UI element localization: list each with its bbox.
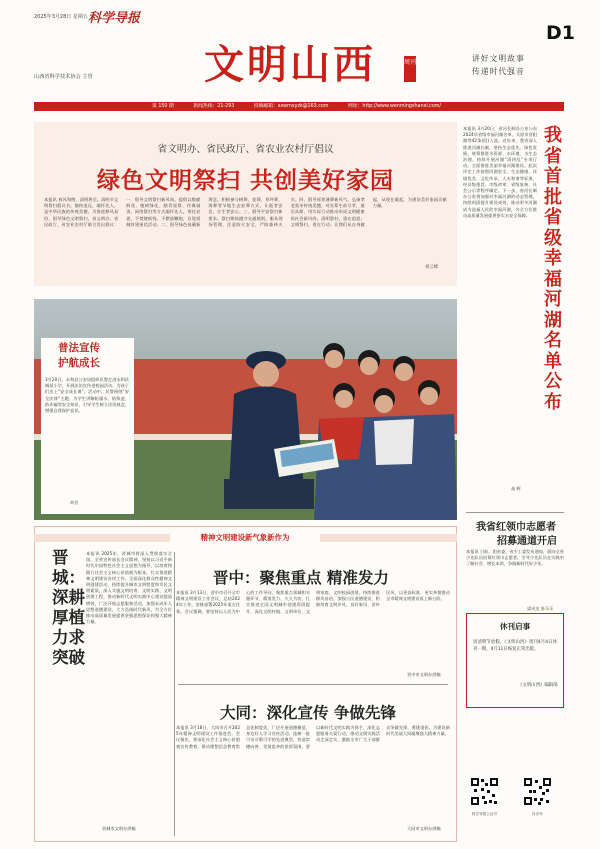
submission-email: 投稿邮箱：sxwmxyzk@163.com [253, 104, 329, 109]
lead-headline: 绿色文明祭扫 共创美好家园 [96, 167, 394, 194]
qr-caption-2: 抖音号 [532, 812, 543, 816]
photo-headline-1: 普法宣传 [58, 342, 100, 354]
notice-title: 休刊启事 [499, 622, 531, 631]
jincheng-headline: 晋城：深耕厚植 力求突破 [52, 548, 85, 667]
volunteer-body: 本报讯 日前，团省委、省少工委发布通知，面向全省少先队员招募红领巾志愿者，引导少先队员在实践中了解社会、增长本领，争做新时代好少年。 [466, 549, 564, 567]
datong-author: 大同市文明办供稿 [407, 826, 441, 831]
lead-kicker: 省文明办、省民政厅、省农业农村厅倡议 [157, 144, 334, 155]
editor-phone: 新闻热线：21-293 [193, 104, 235, 109]
page-title: 文明山西 [204, 41, 376, 88]
notice-sign: 《文明山西》编辑部 [518, 683, 558, 688]
photo-headline-2: 护航成长 [58, 357, 100, 369]
notice-body: 因清明节放假，《文明山西》周刊4月4日休刊一期，4月11日恢复正常出版。 [473, 640, 557, 652]
qr-caption-1: 科学导报公众号 [471, 812, 498, 816]
photo-author: 胡晋 [70, 500, 79, 505]
jinzhong-headline: 晋中：聚焦重点 精准发力 [213, 568, 389, 587]
issue-number: 第 150 期 [152, 104, 174, 109]
newspaper-logo: 科学导报 [88, 11, 141, 26]
qr-code-icon [523, 777, 552, 806]
issue-date: 2025年3月28日 星期五 [34, 14, 88, 20]
volunteer-headline-1: 我省红领巾志愿者 [476, 522, 556, 533]
photo-caption-body: 3月20日，永和县公安局组织民警走进永和县城某小学，开展法治宣传进校园活动，为孩子们送上“安全成长课”。活动中，民警围绕“安全法律”主题，为学生讲解防溺水、防欺凌、防诈骗等安全知识，引导学生树立法治观念，增强自我保护意识。 [45, 377, 129, 414]
website-link[interactable]: 网址：http://www.wenmingshanxi.com/ [348, 104, 442, 109]
river-article-body: 本报讯 3月20日，省河长制办公室公布2024年省级幸福河湖名单，太原市晋阳湖等42条(段)入选。近年来，我省深入推进河湖长制，坚持生态优先、绿色发展，统筹推进水资源、水环境、水生态治理，持续开展河湖“清四乱”专项行动，全面推进美丽幸福河湖建设。此次评定工作按照河湖安全、生态健康、环境优美、文化传承、人水和谐等标准，经县级推荐、市级初审、省级复核、社会公示等程序确定。下一步，省河长制办公室将加强对幸福河湖的动态管理，持续巩固提升建设成效，推动更多河湖成为造福人民的幸福河湖，为全方位推动高质量发展提供坚实水安全保障。 [463, 126, 537, 218]
datong-headline: 大同：深化宣传 争做先锋 [220, 703, 396, 722]
jinzhong-author: 晋中市文明办供稿 [407, 672, 441, 677]
weekly-badge: 周刊 [404, 56, 416, 82]
volunteer-author: 梁成龙 陈乐乐 [527, 606, 554, 611]
jincheng-body: 本报讯 2025年，晋城市将深入贯彻落实全国、全省宣传部长会议精神，坚持以习近平新时代中国特色社会主义思想为指导，以培育和践行社会主义核心价值观为根本，扎实推进精神文明建设各项工作。全面深化群众性精神文明创建活动，持续提升城市文明程度和市民文明素质，深入实施文明培育、文明实践、文明创建工程，推动新时代文明实践中心建设提质增效，广泛开展志愿服务活动，加强未成年人思想道德建设，大力弘扬时代新风，为全方位推动高质量发展提供坚强思想保证和强大精神力量。 [86, 551, 172, 625]
jinzhong-body: 本报讯 3月13日，晋中市召开全市精神文明建设工作会议，总结2024年工作，安排部署2025年重点任务。会议强调，要坚持以人民为中心的工作导向，聚焦重点领域和关键环节，精准发力、久久为功，扎实推进全国文明城市创建巩固提升，深化文明村镇、文明单位、文明家庭、文明校园创建，持续推进移风易俗，加强公民道德建设，积极培育文明乡风、良好家风、淳朴民风，以更高标准、更实举措推动全市精神文明建设再上新台阶。 [176, 590, 450, 614]
divider [178, 684, 448, 685]
column-divider [174, 552, 175, 836]
divider [466, 512, 564, 513]
slogan-line-2: 传递时代强音 [472, 67, 525, 76]
slogan-line-1: 讲好文明故事 [472, 54, 525, 63]
publisher-line: 山西省科学技术协会 主管 [34, 74, 93, 80]
lead-author: 刘云峰 [425, 265, 439, 270]
volunteer-headline-2: 招募通道开启 [497, 536, 557, 547]
info-bar [34, 102, 564, 111]
datong-body: 本报讯 3月18日，大同市召开2025年精神文明建设工作推进会。会议指出，要深化社会主义核心价值观宣传教育，推动理想信念教育常态化制度化，广泛开展道德模范、身边好人学习宣传活动，选树一批可亲可敬可学的先进典型，营造崇德向善、见贤思齐的浓厚氛围。要以新时代文明实践为抓手，深化志愿服务关爱行动，推动文明实践活动走深走实，激励全市广大干部群众争做先锋、勇挑重担，为建设新时代美丽大同凝聚强大精神力量。 [176, 725, 450, 749]
lead-body: 本报讯 春风和煦，清明将至。清明节文明祭扫倡议书。慎终追远，缅怀先人，是中华民族的传统美德。为推进移风易俗，倡导绿色文明祭扫，省文明办、省民政厅、省农业农村厅联合发出倡议：一、倡导文明祭扫新风尚。提倡以敬献鲜花、植树绿化、踏青遥祭、经典诵读、网络祭扫等方式缅怀先人，寄托哀思，不焚烧纸钱、不燃放鞭炮，自觉抵制封建迷信活动。二、倡导绿色低碳新理念。积极参与树葬、花葬、草坪葬、海葬等节地生态安葬方式，让逝者安息，让生者安心。三、倡导平安祭扫新要求。祭扫期间遵守交通规则，服从现场管理，注意防火安全，严防森林火灾。四、倡导厚养薄葬新风气。弘扬孝老爱亲传统美德，对长辈生前尽孝，逝后从简，用实际行动推动形成文明健康的社会新风尚。清明祭扫，重在追思；文明祭扫，贵在行动。让我们从自身做起，从现在做起，为建设美好家园贡献力量。 [44, 197, 447, 227]
qr-code-douyin[interactable] [523, 777, 552, 806]
section-banner: 精神文明建设新气象新作为 [170, 531, 320, 544]
qr-code-icon [470, 777, 499, 806]
qr-code-wechat[interactable] [470, 777, 499, 806]
jincheng-author: 晋城市文明办供稿 [102, 826, 136, 831]
page-number: D1 [546, 22, 575, 44]
river-article-author: 高 辉 [511, 486, 521, 491]
river-article-headline: 我省首批省级幸福河湖名单公布 [544, 125, 562, 413]
